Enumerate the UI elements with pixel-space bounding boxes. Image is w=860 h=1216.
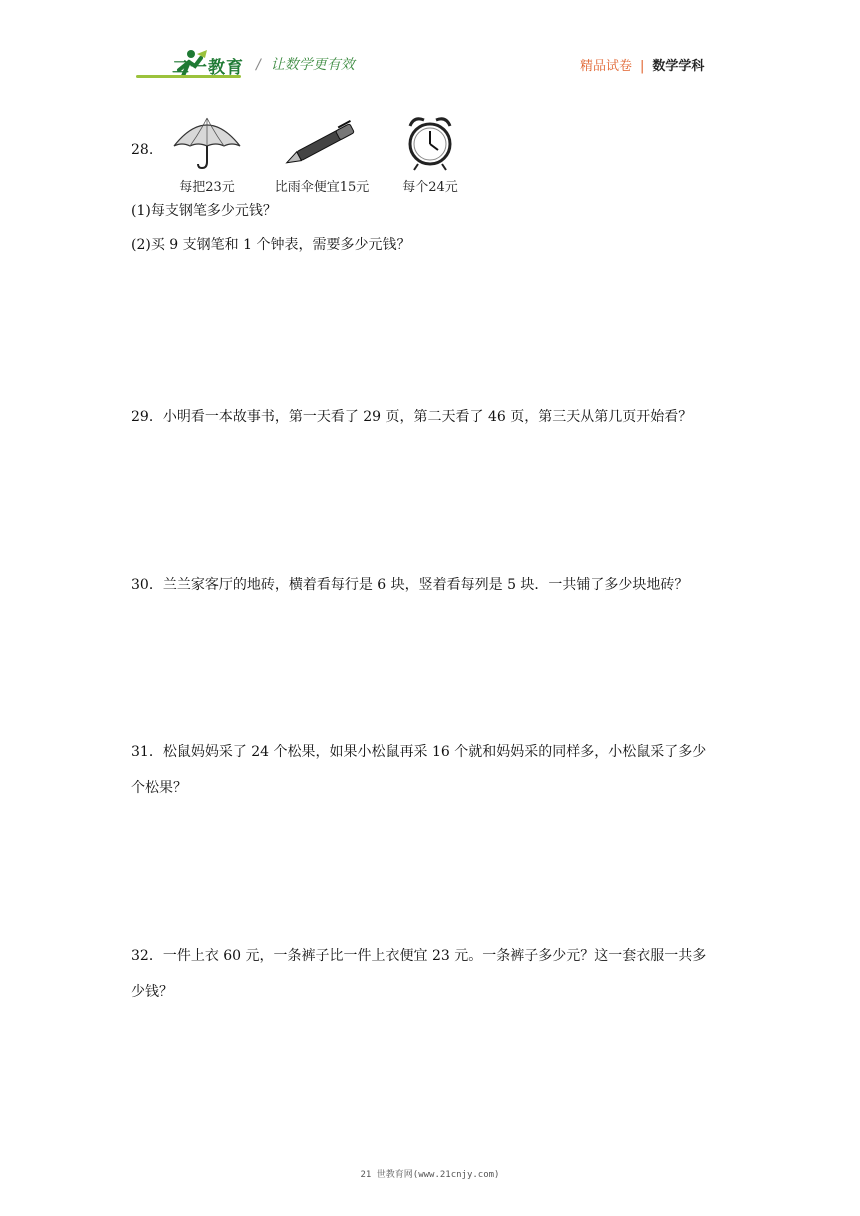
q28-item-clock (398, 112, 462, 195)
badge-separator: | (640, 59, 645, 74)
q28-pen-caption: 比雨伞便宜15元 (274, 180, 370, 195)
q32-line2: 少钱？ (131, 984, 173, 1000)
q28-umbrella-caption: 每把23元 (179, 180, 235, 195)
logo-text: 二一教育 (172, 58, 244, 78)
slogan-slash: / (256, 57, 261, 73)
badge-right: 数学学科 (652, 59, 705, 74)
clock-icon (402, 112, 458, 172)
q28-clock-caption: 每个24元 (402, 180, 458, 195)
q32-line1: 32．一件上衣 60 元，一条裤子比一件上衣便宜 23 元。一条裤子多少元？这一套衣服一共多 (131, 948, 707, 964)
q28-item-umbrella (168, 112, 246, 195)
subject-badge (580, 55, 704, 74)
q28-sub2: (2)买 9 支钢笔和 1 个钟表，需要多少元钱？ (131, 237, 411, 253)
q28-sub1: (1)每支钢笔多少元钱？ (131, 203, 277, 219)
q31-line2: 个松果？ (131, 780, 187, 796)
q29-text: 29．小明看一本故事书，第一天看了 29 页，第二天看了 46 页，第三天从第几页开始看？ (131, 409, 693, 425)
page-footer: 21 世教育网(www.21cnjy.com) (360, 1170, 500, 1180)
badge-left: 精品试卷 (580, 59, 633, 74)
umbrella-icon (170, 112, 244, 172)
slogan-text: 让数学更有效 (270, 57, 355, 73)
q30-text: 30．兰兰家客厅的地砖，横着看每行是 6 块，竖着看每列是 5 块．一共铺了多少块地砖？ (131, 577, 689, 593)
slogan (256, 54, 355, 74)
q28-number: 28. (131, 142, 154, 158)
q31-line1: 31．松鼠妈妈采了 24 个松果，如果小松鼠再采 16 个就和妈妈采的同样多，小松鼠采了多少 (131, 744, 707, 760)
q28-item-pen (272, 112, 372, 195)
pen-icon (274, 112, 370, 172)
page-header (0, 0, 860, 100)
